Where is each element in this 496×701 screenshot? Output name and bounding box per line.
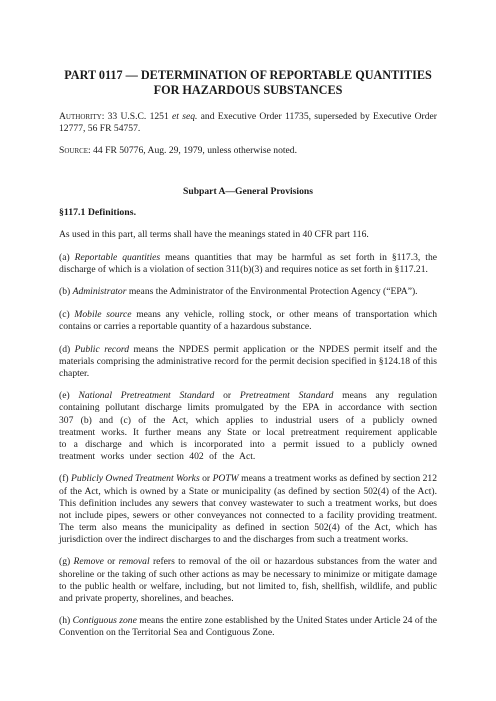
definition-term-alt: POTW	[212, 473, 239, 485]
definition-term: Administrator	[72, 286, 127, 298]
definition-prefix: (a)	[59, 251, 75, 263]
definition-text: means the NPDES permit application or the NPDES permit itself and the materials comprising the administrative record for the permit decision specified in §124.18 of this chapter.	[59, 343, 437, 379]
authority-text-after: and Executive Order 11735, superseded by Executive Order 12777, 56 FR 54757.	[59, 111, 437, 134]
definition-term: Publicly Owned Treatment Works	[71, 473, 200, 485]
definition-prefix: (c)	[59, 308, 75, 320]
definition-term: Reportable quantities	[74, 251, 161, 263]
definition-term-alt: Pretreatment Standard	[239, 390, 334, 402]
authority-text-before: 33 U.S.C. 1251	[104, 111, 173, 122]
definition-text: means a treatment works as defined by section 212 of the Act, which is owned by a State or municipality (as defined by section 502(4) of the Act). This definition includes any sewers that convey wastewater to such a treatment works, but does not include pipes, sewers or other conveyances not connected to a facility providing treatment. The term also means the municipality as defined in section 502(4) of the Act, which has jurisdiction over the indirect discharges to and the discharges from such a treatment works.	[59, 473, 437, 545]
definition-connector: or	[199, 473, 213, 485]
definition-term: Contiguous zone	[72, 615, 137, 627]
part-title	[59, 68, 437, 97]
definition-text: means quantities that may be harmful as set forth in §117.3, the discharge of which is a violation of section 311(b)(3) and requires notice as set forth in §117.21.	[59, 251, 438, 275]
definition-a	[59, 252, 437, 276]
definition-e	[59, 390, 437, 463]
definition-prefix: (g)	[59, 556, 74, 568]
definition-prefix: (b)	[59, 286, 73, 298]
definition-term: Public record	[74, 343, 130, 355]
definition-text: means the entire zone established by the United States under Article 24 of the Convention on the Territorial Sea and Contiguous Zone.	[59, 615, 438, 639]
definition-text: means any vehicle, rolling stock, or other means of transportation which contains or carries a reportable quantity of a hazardous substance.	[59, 308, 438, 332]
definition-c	[59, 309, 437, 333]
definition-term-alt: removal	[118, 556, 150, 568]
definition-term: National Pretreatment Standard	[78, 390, 215, 402]
authority-italic: et seq.	[172, 111, 198, 122]
definition-f	[59, 473, 437, 546]
definition-text: refers to removal of the oil or hazardous substances from the water and shoreline or the taking of such other actions as may be necessary to minimize or mitigate damage to the public health or welfare, including, but not limited to, fish, shellfish, wildlife, and public and private property, shorelines, and beaches.	[59, 556, 437, 604]
authority-label: Authority:	[59, 111, 105, 122]
definition-connector: or	[214, 390, 240, 402]
definition-prefix: (d)	[59, 343, 75, 355]
intro-paragraph: As used in this part, all terms shall have the meanings stated in 40 CFR part 116.	[59, 229, 369, 240]
definition-term: Remove	[73, 556, 104, 568]
source-note	[59, 145, 437, 157]
definition-g	[59, 556, 437, 604]
subpart-title: Subpart A—General Provisions	[183, 186, 313, 197]
definition-prefix: (f)	[59, 473, 72, 485]
definition-b	[59, 286, 437, 298]
part-title-line-2: FOR HAZARDOUS SUBSTANCES	[153, 82, 343, 97]
definition-h	[59, 615, 437, 639]
definition-prefix: (h)	[59, 615, 73, 627]
definition-connector: or	[103, 556, 119, 568]
section-heading: §117.1 Definitions.	[59, 207, 137, 218]
definition-term: Mobile source	[74, 308, 132, 320]
source-label: Source:	[59, 145, 91, 156]
definition-d	[59, 344, 437, 380]
definition-prefix: (e)	[59, 390, 79, 402]
definition-text: means any regulation containing pollutant discharge limits promulgated by the EPA in accordance with section 307 (b) and (c) of the Act, which applies to industrial users of a publicly owned treatment works. It further means any State or local pretreatment requirement applicable to a discharge and which is incorporated into a permit issued to a publicly owned treatment works under section 402 of the Act.	[59, 390, 438, 462]
definition-text: means the Administrator of the Environmental Protection Agency (“EPA”).	[126, 286, 418, 298]
authority-note	[59, 111, 437, 135]
source-text: 44 FR 50776, Aug. 29, 1979, unless otherwise noted.	[90, 145, 297, 156]
part-title-line-1: PART 0117 — DETERMINATION OF REPORTABLE QUANTITIES	[64, 68, 432, 82]
